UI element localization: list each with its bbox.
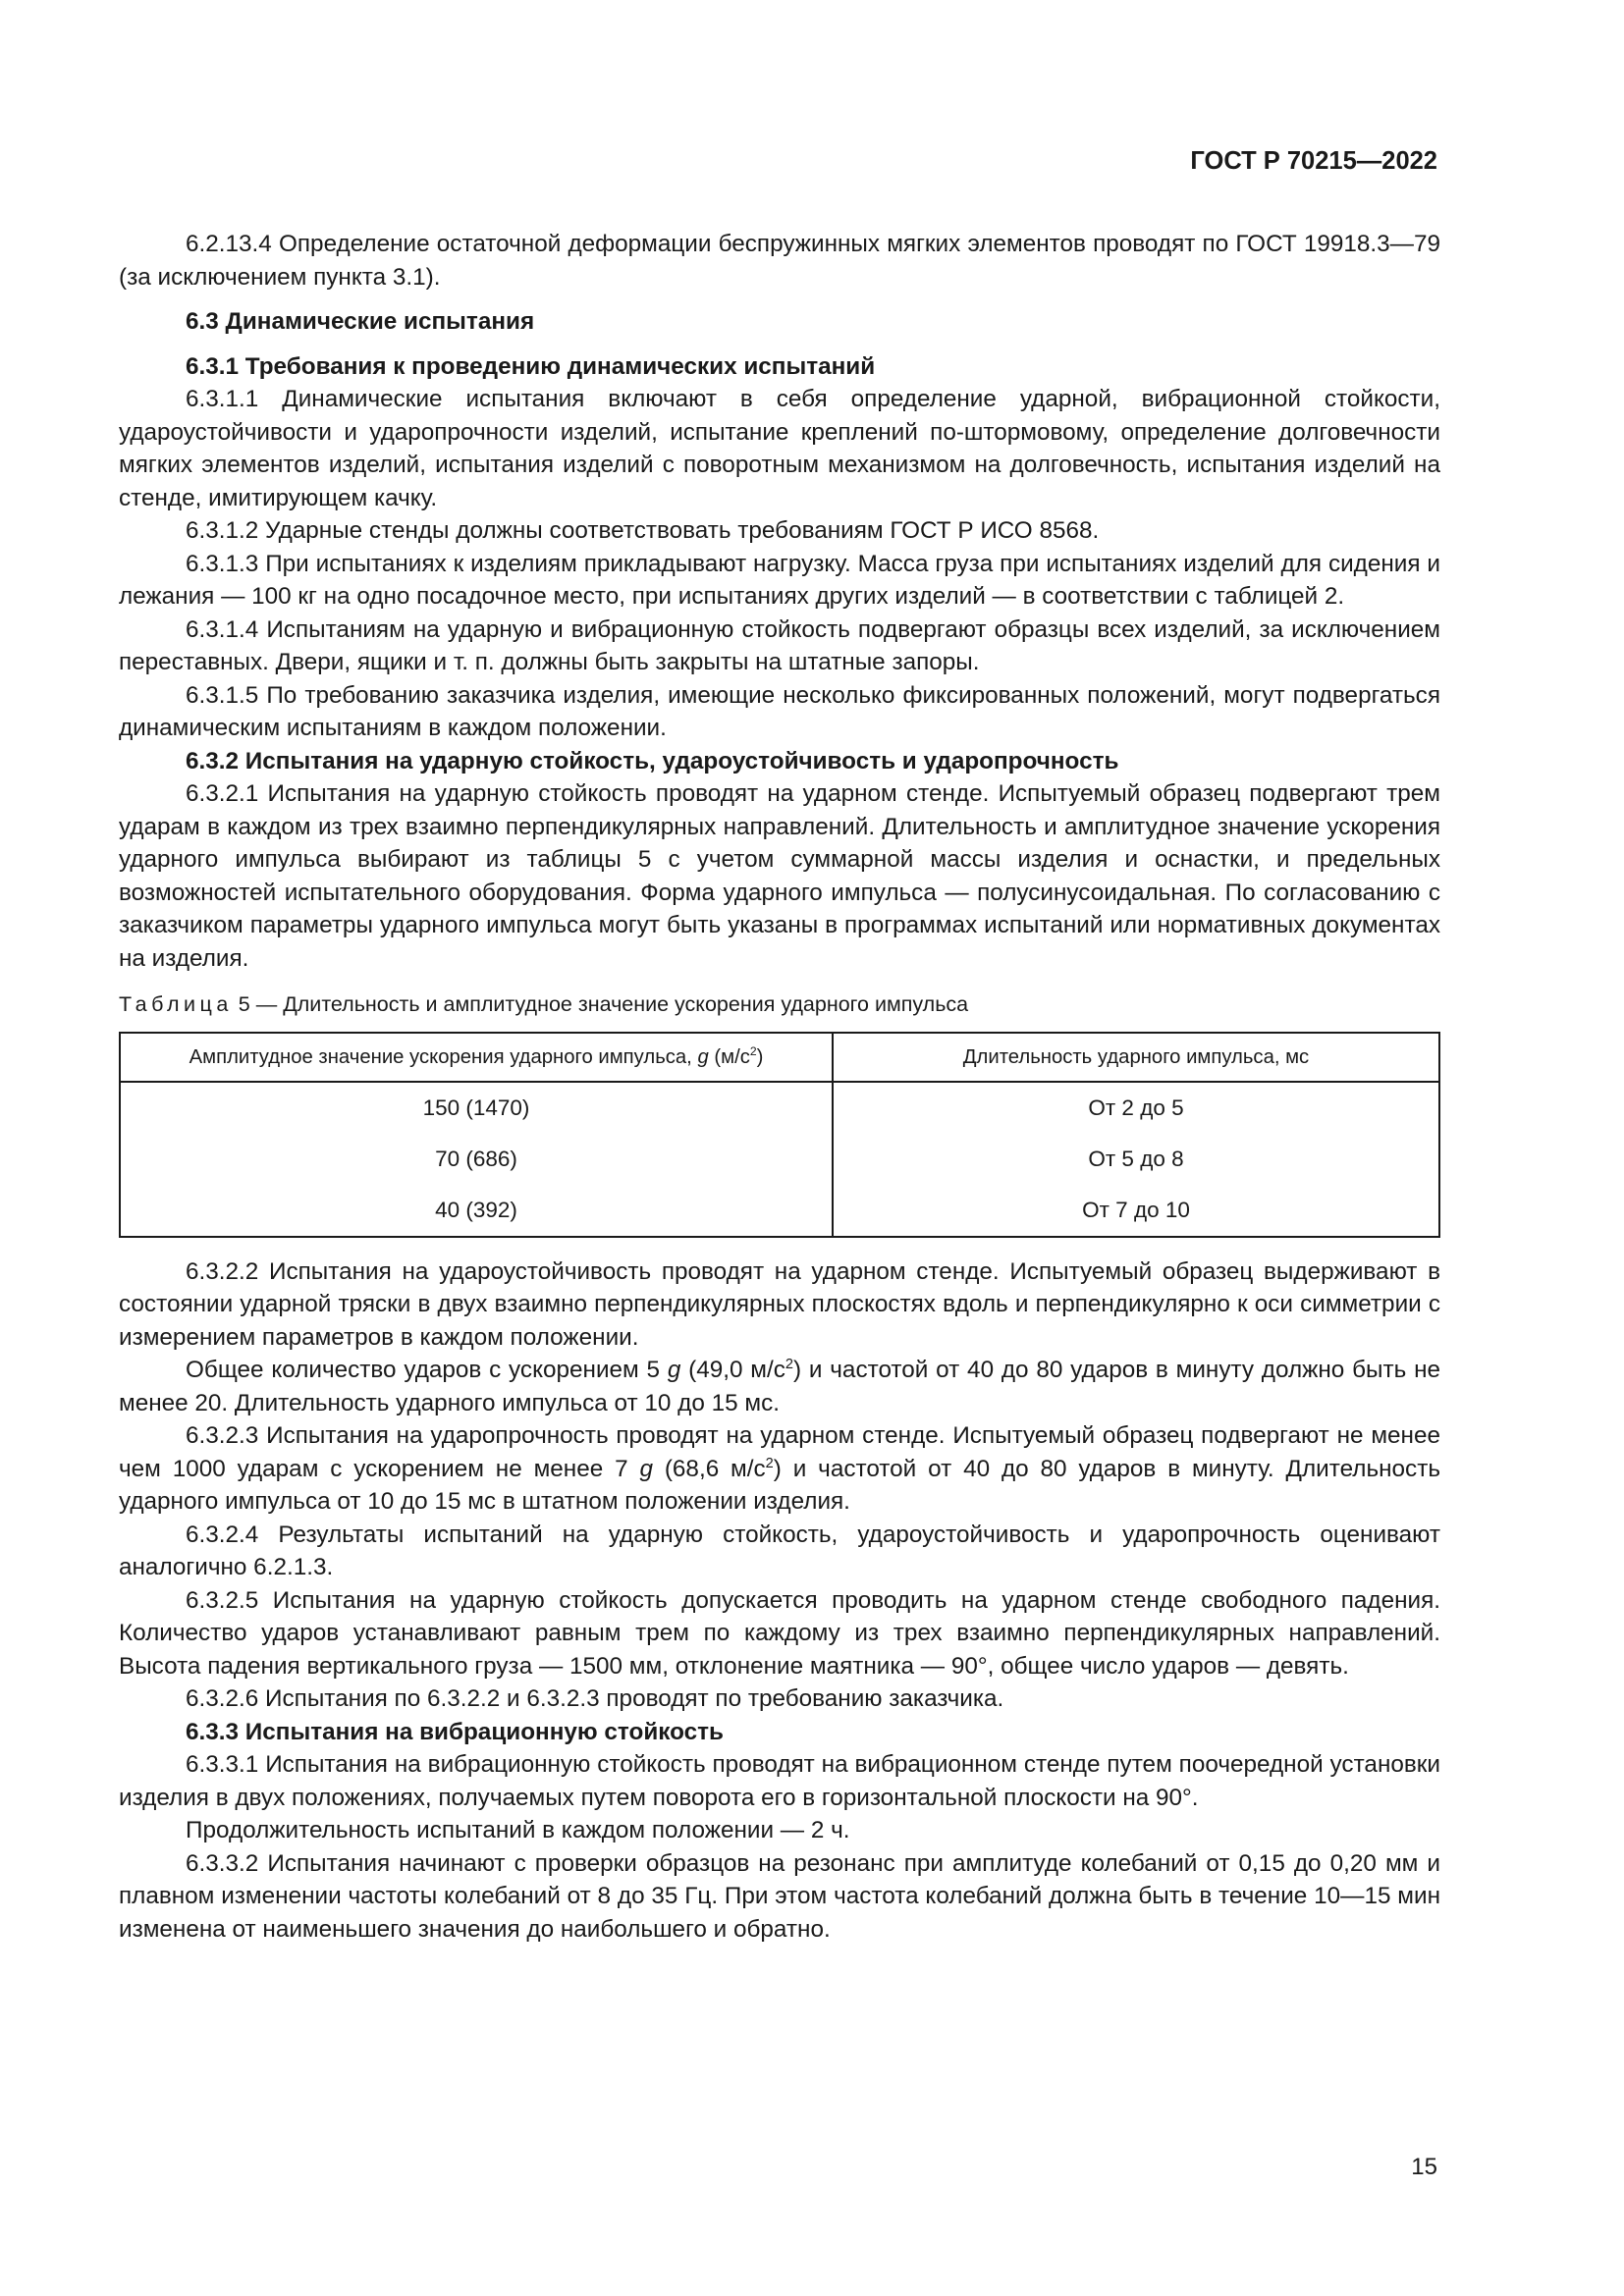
acceleration-cell: 150 (1470) [120,1082,833,1134]
acceleration-cell: 70 (686) [120,1134,833,1185]
duration-cell: От 7 до 10 [833,1185,1439,1237]
paragraph-6-3-2-4: 6.3.2.4 Результаты испытаний на ударную стойкость, удароустойчивость и ударопрочность оценивают аналогично 6.2.1.3. [119,1521,1440,1580]
table-5 [119,1032,1440,1238]
paragraph-6-3-2-2: 6.3.2.2 Испытания на удароустойчивость проводят на ударном стенде. Испытуемый образец выдерживают в состоянии ударной тряски в двух взаимно перпендикулярных плоскостях вдоль и перпендикулярно к оси симметрии с измерением параметров в каждом положении. [119,1257,1440,1351]
table-header-row [120,1033,1439,1082]
paragraph-6-3-1-3: 6.3.1.3 При испытаниях к изделиям прикладывают нагрузку. Масса груза при испытаниях изделий для сидения и лежания — 100 кг на одно посадочное место, при испытаниях других изделий — в соответствии с таблицей 2. [119,550,1440,610]
paragraph-6-3-1-1: 6.3.1.1 Динамические испытания включают в себя определение ударной, вибрационной стойкости, удароустойчивости и ударопрочности изделий, испытание креплений по-штормовому, определение долговечности мягких элементов изделий, испытания изделий с поворотным механизмом на долговечность, испытания изделий на стенде, имитирующем качку. [119,386,1440,511]
table-row [120,1134,1439,1185]
paragraph-test-duration: Продолжительность испытаний в каждом положении — 2 ч. [186,1817,850,1843]
paragraph-6-3-2-3: 6.3.2.3 Испытания на ударопрочность проводят на ударном стенде. Испытуемый образец подвергают не менее чем 1000 ударам с ускорением не менее 7 g (68,6 $м/с^2$) и частотой от 40 до 80 ударов в минуту. Длительность ударного импульса от 10 до 15 мс в штатном положении изделия. [119,1422,1440,1515]
standard-designation: ГОСТ Р 70215—2022 [1190,147,1437,175]
paragraph-6-3-2-6: 6.3.2.6 Испытания по 6.3.2.2 и 6.3.2.3 проводят по требованию заказчика. [186,1685,1004,1712]
table-caption-word: Таблица [119,992,233,1016]
duration-cell: От 2 до 5 [833,1082,1439,1134]
paragraph-6-3-3-2: 6.3.3.2 Испытания начинают с проверки образцов на резонанс при амплитуде колебаний от 0,15 до 0,20 мм и плавном изменении частоты колебаний от 8 до 35 Гц. При этом частота колебаний должна быть в течение 10—15 мин изменена от наименьшего значения до наибольшего и обратно. [119,1849,1440,1943]
paragraph-total-impacts: Общее количество ударов с ускорением 5 g (49,0 $м/с^2$) и частотой от 40 до 80 ударов в минуту должно быть не менее 20. Длительность ударного импульса от 10 до 15 мс. [119,1356,1440,1416]
page-number: 15 [1411,2154,1437,2180]
paragraph-6-3-3-1: 6.3.3.1 Испытания на вибрационную стойкость проводят на вибрационном стенде путем поочередной установки изделия в двух положениях, получаемых путем поворота его в горизонтальной плоскости на 90°. [119,1751,1440,1811]
column-header-acceleration: Амплитудное значение ускорения ударного импульса, g $(м/с^2)$ [120,1033,833,1082]
paragraph-6-3-2-5: 6.3.2.5 Испытания на ударную стойкость допускается проводить на ударном стенде свободного падения. Количество ударов устанавливают равным трем по каждому из трех взаимно перпендикулярных направлений. Высота падения вертикального груза — 1500 мм, отклонение маятника — 90°, общее число ударов — девять. [119,1586,1440,1680]
column-header-duration: Длительность ударного импульса, мс [833,1033,1439,1082]
duration-cell: От 5 до 8 [833,1134,1439,1185]
subsection-heading-6-3-3: 6.3.3 Испытания на вибрационную стойкость [186,1718,724,1745]
table-row [120,1082,1439,1134]
paragraph-6-3-1-2: 6.3.1.2 Ударные стенды должны соответствовать требованиям ГОСТ Р ИСО 8568. [186,517,1100,544]
subsection-heading-6-3-1: 6.3.1 Требования к проведению динамических испытаний [186,352,876,380]
paragraph-6-2-13-4: 6.2.13.4 Определение остаточной деформации беспружинных мягких элементов проводят по ГОСТ 19918.3—79 (за исключением пункта 3.1). [119,231,1440,291]
paragraph-6-3-1-4: 6.3.1.4 Испытаниям на ударную и вибрационную стойкость подвергают образцы всех изделий, за исключением переставных. Двери, ящики и т. п. должны быть закрыты на штатные запоры. [119,615,1440,675]
subsection-heading-6-3-2: 6.3.2 Испытания на ударную стойкость, удароустойчивость и ударопрочность [186,747,1119,774]
paragraph-6-3-2-1: 6.3.2.1 Испытания на ударную стойкость проводят на ударном стенде. Испытуемый образец подвергают трем ударам в каждом из трех взаимно перпендикулярных направлений. Длительность и амплитудное значение ускорения ударного импульса выбирают из таблицы 5 с учетом суммарной массы изделия и оснастки, и предельных возможностей испытательного оборудования. Форма ударного импульса — полусинусоидальная. По согласованию с заказчиком параметры ударного импульса могут быть указаны в программах испытаний или нормативных документах на изделия. [119,780,1440,972]
paragraph-6-3-1-5: 6.3.1.5 По требованию заказчика изделия, имеющие несколько фиксированных положений, могут подвергаться динамическим испытаниям в каждом положении. [119,681,1440,741]
page-content [119,228,1440,1946]
table-row [120,1185,1439,1237]
acceleration-cell: 40 (392) [120,1185,833,1237]
table-caption-text: 5 — Длительность и амплитудное значение ускорения ударного импульса [238,992,969,1016]
table-caption [119,988,1440,1022]
section-heading-6-3: 6.3 Динамические испытания [186,308,535,335]
